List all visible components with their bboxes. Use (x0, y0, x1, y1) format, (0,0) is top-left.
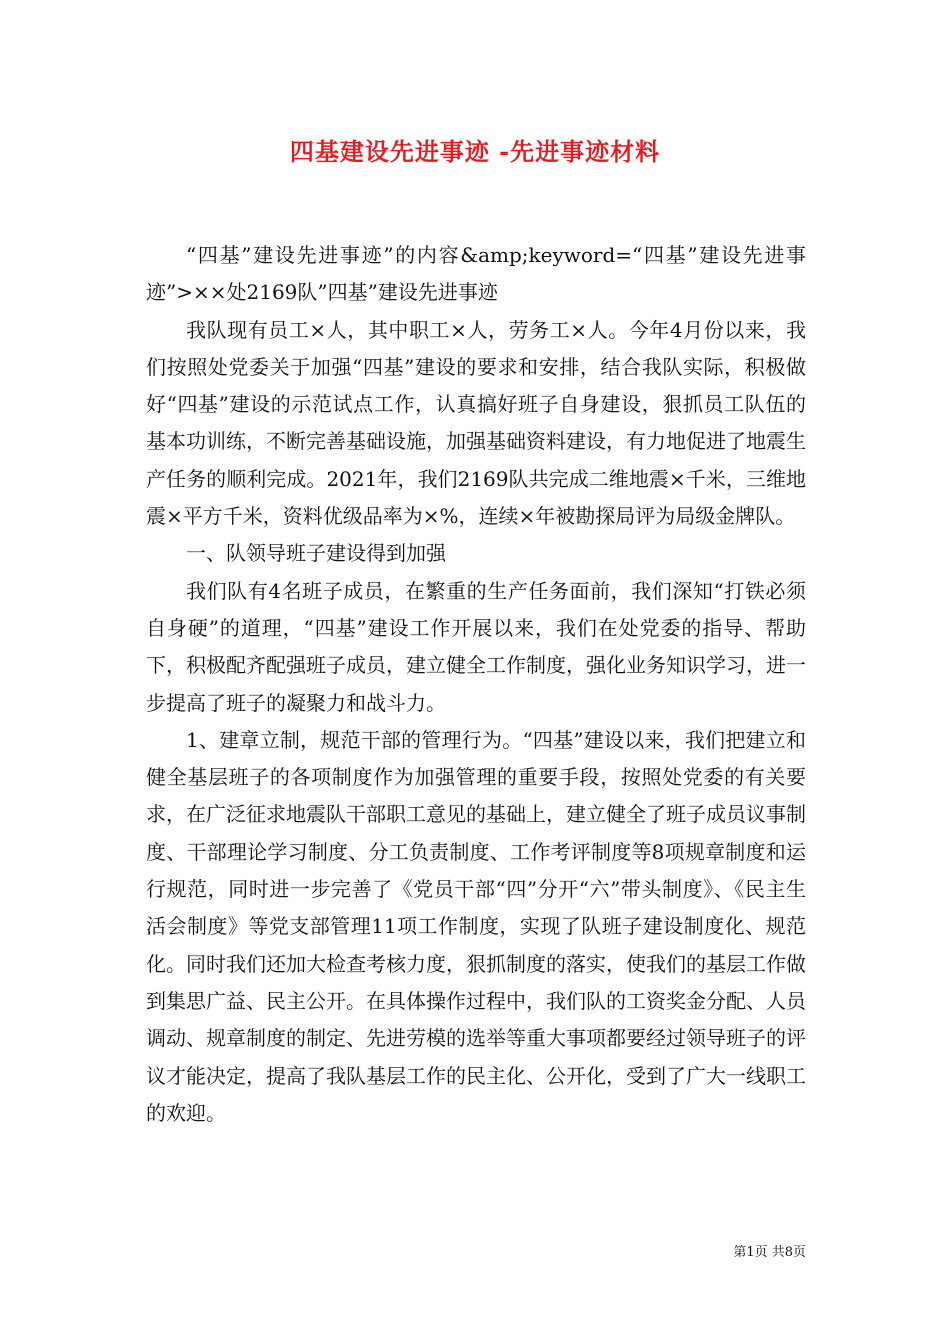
document-title: 四基建设先进事迹 -先进事迹材料 (289, 137, 661, 166)
paragraph-leadership: 我们队有4名班子成员，在繁重的生产任务面前，我们深知“打铁必须自身硬”的道理，“四基”建设工作开展以来，我们在处党委的指导、帮助下，积极配齐配强班子成员，建立健全工作制度，强化业务知识学习，进一步提高了班子的凝聚力和战斗力。 (146, 578, 806, 715)
section-heading: 一、队领导班子建设得到加强 (186, 541, 446, 566)
document-body (146, 237, 806, 1132)
paragraph-overview: 我队现有员工×人，其中职工×人，劳务工×人。今年4月份以来，我们按照处党委关于加强“四基”建设的要求和安排，结合我队实际，积极做好“四基”建设的示范试点工作，认真搞好班子自身建设，狠抓员工队伍的基本功训练，不断完善基础设施，加强基础资料建设，有力地促进了地震生产任务的顺利完成。2021年，我们2169队共完成二维地震×千米，三维地震×平方千米，资料优级品率为×%，连续×年被勘探局评为局级金牌队。 (146, 317, 806, 529)
paragraph-regulations: 1、建章立制，规范干部的管理行为。“四基”建设以来，我们把建立和健全基层班子的各项制度作为加强管理的重要手段，按照处党委的有关要求，在广泛征求地震队干部职工意见的基础上，建立健全了班子成员议事制度、干部理论学习制度、分工负责制度、工作考评制度等8项规章制度和运行规范，同时进一步完善了《党员干部“四”分开“六”带头制度》、《民主生活会制度》等党支部管理11项工作制度，实现了队班子建设制度化、规范化。同时我们还加大检查考核力度，狠抓制度的落实，使我们的基层工作做到集思广益、民主公开。在具体操作过程中，我们队的工资奖金分配、人员调动、规章制度的制定、先进劳模的选举等重大事项都要经过领导班子的评议才能决定，提高了我队基层工作的民主化、公开化，受到了广大一线职工的欢迎。 (146, 727, 806, 1125)
paragraph-intro: “四基”建设先进事迹”的内容&amp;keyword=“四基”建设先进事迹”>××处2169队”四基”建设先进事迹 (146, 243, 806, 305)
page-number: 第1页 共8页 (733, 1245, 806, 1260)
